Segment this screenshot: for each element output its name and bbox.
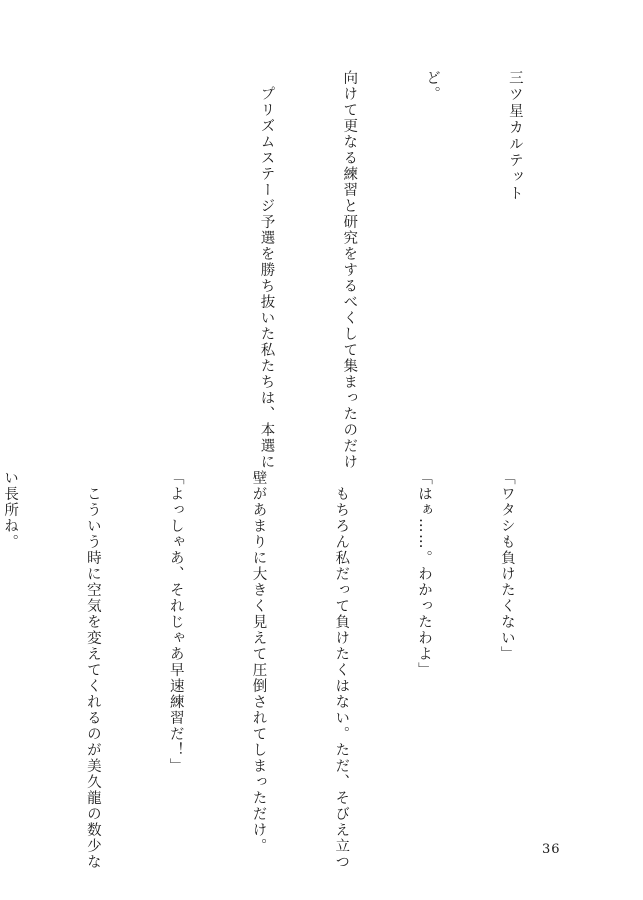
text-line: プリズムステージ予選を勝ち抜いた私たちは、本選に: [258, 70, 275, 470]
text-line: 「ワタシも負けたくない」: [498, 470, 515, 662]
text-line: こういう時に空気を変えてくれるのが美久龍の数少な: [84, 470, 101, 870]
text-line: ど。: [424, 70, 441, 102]
top-tier-text: [0, 70, 583, 470]
text-line: い長所ね。: [2, 470, 19, 550]
story-title: 三ツ星カルテット: [506, 70, 523, 202]
page-number: 36: [542, 842, 561, 857]
text-line: 壁があまりに大きく見えて圧倒されてしまっただけ。: [250, 470, 267, 854]
text-line: 「はぁ……。わかったわよ」: [416, 470, 433, 678]
text-line: 向けて更なる練習と研究をするべくして集まったのだけ: [341, 70, 358, 470]
text-line: もちろん私だって負けたくはない。ただ、そびえ立つ: [333, 470, 350, 870]
author-name: [0, 42, 197, 442]
text-line: 「よっしゃあ、それじゃあ早速練習だ！」: [167, 470, 184, 774]
